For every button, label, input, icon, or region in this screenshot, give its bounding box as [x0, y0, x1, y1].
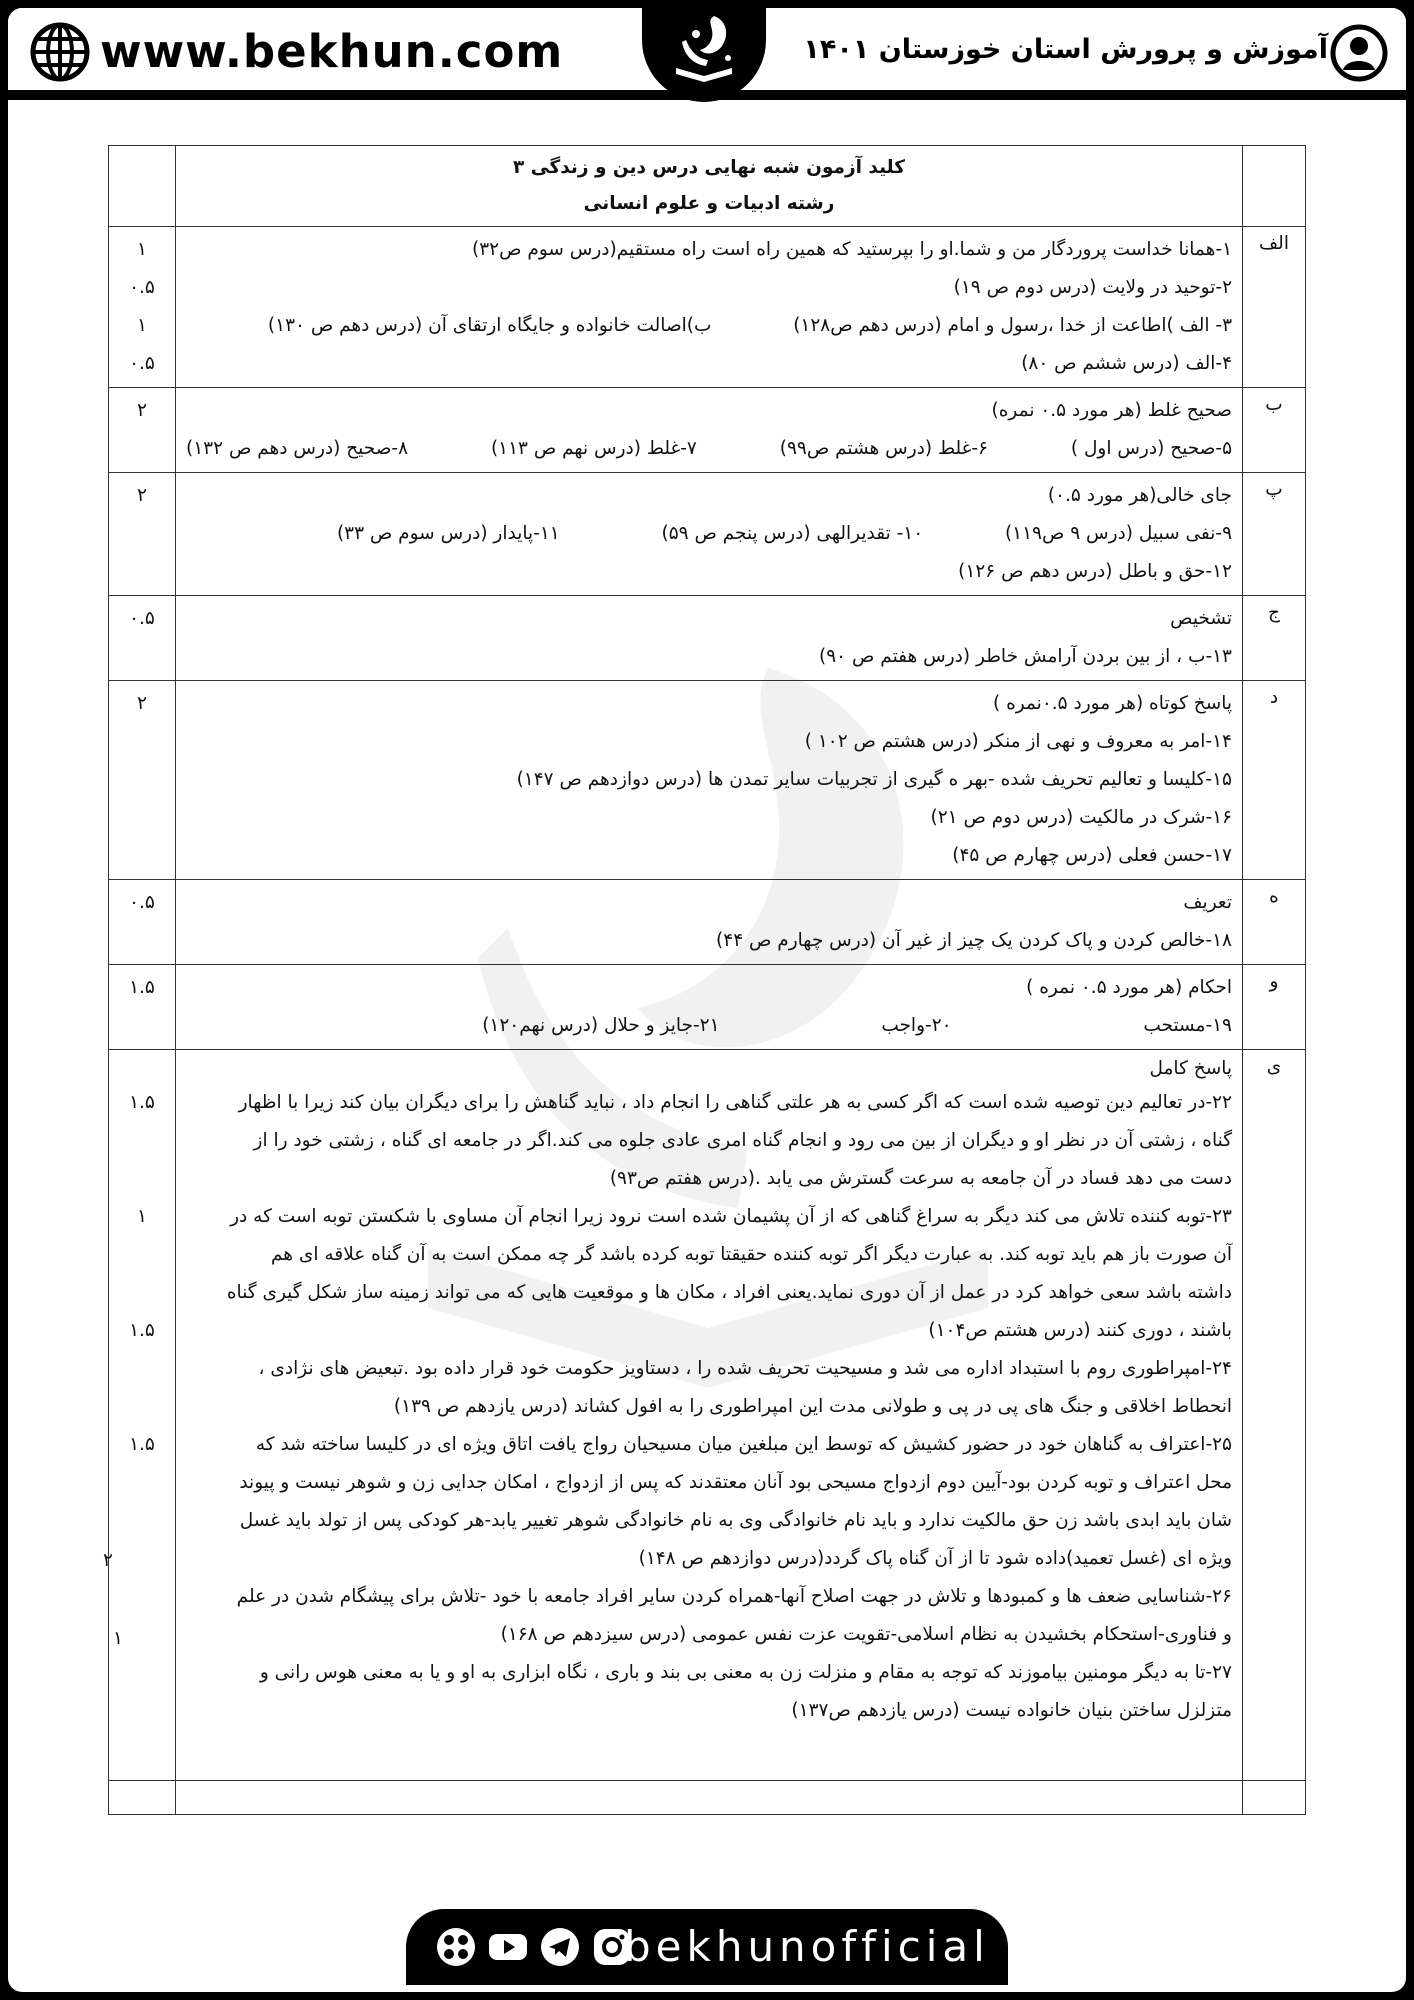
score-26: ۲ — [103, 1550, 113, 1571]
title-cell — [176, 146, 1243, 227]
user-icon — [1330, 24, 1388, 82]
score-che: ۰.۵ — [129, 608, 155, 629]
answer-line: محل اعتراف و توبه کردن بود-آیین دوم ازدواج مسیحی بود آنان معتقدند که پس از ازدواج ، امکان جدایی زن و شوهر نیست و پیوند — [239, 1472, 1232, 1493]
section-letter: الف — [1243, 227, 1306, 388]
score-23: ۱ — [137, 1206, 147, 1227]
empty-cell — [1243, 1781, 1306, 1815]
answer-line: ۲۵-اعتراف به گناهان خود در حضور کشیش که توسط این مبلغین میان مسیحیان رواج یافت اتاق ویژه ای در کلیسا ساخته شد که — [255, 1434, 1232, 1455]
section-letter: د — [1243, 681, 1306, 880]
answer-14: ۱۴-امر به معروف و نهی از منکر (درس هشتم ص ۱۰۲ ) — [804, 731, 1232, 752]
score-pe: ۲ — [137, 485, 147, 506]
answer-3b: ب)اصالت خانواده و جایگاه ارتقای آن (درس دهم ص ۱۳۰) — [267, 315, 712, 336]
answer-4: ۴-الف (درس ششم ص ۸۰) — [1021, 353, 1232, 374]
section-score — [109, 681, 176, 880]
section-score — [109, 227, 176, 388]
answer-line: ۲۶-شناسایی ضعف ها و کمبودها و تلاش در جهت اصلاح آنها-همراه کردن سایر افراد جامعه با خود -تلاش برای پیشگام شدن در علم — [236, 1586, 1232, 1607]
section-letter: پ — [1243, 473, 1306, 596]
answer-8: ۸-صحیح (درس دهم ص ۱۳۲) — [186, 438, 409, 459]
section-score — [109, 880, 176, 965]
youtube-icon[interactable] — [486, 1925, 530, 1969]
score-cell — [109, 146, 176, 227]
answer-20: ۲۰-واجب — [881, 1015, 952, 1036]
answer-line: ویژه ای (غسل تعمید)داده شود تا از آن گناه پاک گردد(درس دوازدهم ص ۱۴۸) — [638, 1548, 1232, 1569]
score-2: ۰.۵ — [129, 277, 155, 298]
answer-3 — [186, 307, 1232, 345]
answer-12: ۱۲-حق و باطل (درس دهم ص ۱۲۶) — [958, 561, 1232, 582]
answer-2: ۲-توحید در ولایت (درس دوم ص ۱۹) — [953, 277, 1232, 298]
score-1: ۱ — [137, 239, 147, 260]
doc-subtitle: رشته ادبیات و علوم انسانی — [583, 193, 835, 214]
answer-line: گناه ، زشتی آن در نظر او و دیگران از بین می رود و انجام گناه امری عادی جلوه می کند.اگر در جامعه ای گناه ، زشتی خود را از — [253, 1130, 1232, 1151]
section-score — [109, 596, 176, 681]
answer-line: باشند ، دوری کنند (درس هشتم ص۱۰۴) — [928, 1320, 1232, 1341]
answer-7: ۷-غلط (درس نهم ص ۱۱۳) — [490, 438, 697, 459]
footer-bar — [406, 1909, 1008, 1985]
section-score — [109, 965, 176, 1050]
answer-line: ۲۲-در تعالیم دین توصیه شده است که اگر کسی به هر علتی گناهی را انجام داد ، نباید گناهش را برای دیگران بیان کند زیرا با اظهار — [238, 1092, 1232, 1113]
score-be: ۲ — [137, 400, 147, 421]
score-he: ۰.۵ — [129, 892, 155, 913]
answer-line: متزلزل ساختن بنیان خانواده نیست (درس یازدهم ص۱۳۷) — [791, 1700, 1232, 1721]
answer-6: ۶-غلط (درس هشتم ص۹۹) — [779, 438, 988, 459]
globe-icon — [30, 22, 90, 82]
section-score — [109, 388, 176, 473]
answer-line: شان باید ابدی باشد زن حق مالکیت ندارد و باید نام خانوادگی وی به نام خانوادگی شوهر تغییر یابد-هر کودکی پس از تولد باید غسل — [239, 1510, 1232, 1531]
answer-line: ۲۳-توبه کننده تلاش می کند دیگر به سراغ گناهی که از آن پشیمان شده است نرود زیرا انجام آن مساوی با شکستن توبه است که در — [230, 1206, 1232, 1227]
section-alef — [176, 227, 1243, 388]
answer-1: ۱-همانا خداست پروردگار من و شما.او را بپرستید که همین راه است راه مستقیم(درس سوم ص۳۲) — [472, 239, 1232, 260]
section-vav — [176, 965, 1243, 1050]
answer-line: آن صورت باز هم باید توبه کند. به عبارت دیگر اگر توبه کننده حقیقتا توبه کرده باشد گر چه ممکن است به آن گناه علاقه ای هم — [270, 1244, 1232, 1265]
logo-icon — [656, 10, 752, 90]
score-27: ۱ — [113, 1628, 123, 1649]
answer-9: ۹-نفی سبیل (درس ۹ ص۱۱۹) — [1004, 523, 1232, 544]
score-3: ۱ — [137, 315, 147, 336]
section-letter: ج — [1243, 596, 1306, 681]
section-heading: جای خالی(هر مورد ۰.۵) — [1047, 485, 1232, 506]
page — [8, 8, 1406, 1992]
answer-10: ۱۰- تقدیرالهی (درس پنجم ص ۵۹) — [661, 523, 924, 544]
section-che — [176, 596, 1243, 681]
section-score — [109, 473, 176, 596]
answers-19-21 — [186, 1007, 1232, 1045]
section-heading: پاسخ کامل — [1149, 1058, 1232, 1079]
answer-21: ۲۱-جایز و حلال (درس نهم۱۲۰) — [482, 1015, 720, 1036]
aparat-icon[interactable] — [434, 1925, 478, 1969]
answer-line: و فناوری-استحکام بخشیدن به نظام اسلامی-تقویت عزت نفس عمومی (درس سیزدهم ص ۱۶۸) — [500, 1624, 1232, 1645]
section-letter: ب — [1243, 388, 1306, 473]
telegram-icon[interactable] — [538, 1925, 582, 1969]
answer-line: انحطاط اخلاقی و جنگ های پی در پی و طولانی مدت این امپراطوری را به افول کشاند (درس یازدهم ص ۱۳۹) — [393, 1396, 1232, 1417]
section-letter: ی — [1243, 1050, 1306, 1781]
letter-cell — [1243, 146, 1306, 227]
section-dal — [176, 681, 1243, 880]
section-ye — [176, 1050, 1243, 1781]
answer-line: دست می دهد فساد در آن جامعه به سرعت گسترش می یابد .(درس هفتم ص۹۳) — [609, 1168, 1232, 1189]
social-icons — [434, 1925, 634, 1969]
answer-line: ۲۷-تا به دیگر مومنین بیاموزند که توجه به مقام و منزلت زن به معنی بی بند و باری ، نگاه ابزاری به او و یا به معنی هوس رانی و — [259, 1662, 1232, 1683]
brand-logo — [634, 8, 776, 100]
answer-5: ۵-صحیح (درس اول ) — [1070, 438, 1232, 459]
section-letter: و — [1243, 965, 1306, 1050]
answer-17: ۱۷-حسن فعلی (درس چهارم ص ۴۵) — [952, 845, 1232, 866]
score-vav: ۱.۵ — [129, 977, 155, 998]
header — [8, 8, 1406, 100]
score-22: ۱.۵ — [129, 1092, 155, 1113]
empty-cell — [109, 1781, 176, 1815]
answer-key-table — [103, 145, 1306, 1815]
section-he — [176, 880, 1243, 965]
answer-15: ۱۵-کلیسا و تعالیم تحریف شده -بهر ه گیری از تجربیات سایر تمدن ها (درس دوازدهم ص ۱۴۷) — [516, 769, 1232, 790]
answers-5-8 — [186, 430, 1232, 468]
score-dal: ۲ — [137, 693, 147, 714]
answer-13: ۱۳-ب ، از بین بردن آرامش خاطر (درس هفتم ص ۹۰) — [819, 646, 1232, 667]
answer-line: ۲۴-امپراطوری روم با استبداد اداره می شد و مسیحیت تحریف شده را ، دستاویز حکومت خود قرار داده بود .تبعیض های نژادی ، — [258, 1358, 1232, 1379]
score-4: ۰.۵ — [129, 353, 155, 374]
section-heading: پاسخ کوتاه (هر مورد ۰.۵نمره ) — [992, 693, 1232, 714]
section-pe — [176, 473, 1243, 596]
answers-9-11 — [186, 515, 1232, 553]
site-url[interactable]: www.bekhun.com — [100, 25, 564, 78]
section-heading: تشخیص — [1170, 608, 1232, 629]
header-title: آموزش و پرورش استان خوزستان ۱۴۰۱ — [803, 34, 1328, 65]
score-25: ۱.۵ — [129, 1434, 155, 1455]
doc-title: کلید آزمون شبه نهایی درس دین و زندگی ۳ — [513, 157, 905, 178]
answer-19: ۱۹-مستحب — [1143, 1015, 1232, 1036]
answer-3a: ۳- الف )اطاعت از خدا ،رسول و امام (درس دهم ص۱۲۸) — [793, 315, 1232, 336]
section-letter: ه — [1243, 880, 1306, 965]
section-heading: احکام (هر مورد ۰.۵ نمره ) — [1026, 977, 1232, 998]
section-score — [103, 1050, 176, 1781]
section-heading: تعریف — [1183, 892, 1232, 913]
score-24: ۱.۵ — [129, 1320, 155, 1341]
footer-handle[interactable]: bekhunofficial — [624, 1922, 990, 1971]
empty-cell — [176, 1781, 1243, 1815]
answer-line: داشته باشد سعی خواهد کرد در عمل از آن دوری نماید.یعنی افراد ، مکان ها و موقعیت هایی که می تواند زمینه ساز شکل گیری گناه — [226, 1282, 1232, 1303]
section-be — [176, 388, 1243, 473]
answer-16: ۱۶-شرک در مالکیت (درس دوم ص ۲۱) — [930, 807, 1232, 828]
answer-11: ۱۱-پایدار (درس سوم ص ۳۳) — [336, 523, 560, 544]
answer-18: ۱۸-خالص کردن و پاک کردن یک چیز از غیر آن (درس چهارم ص ۴۴) — [716, 930, 1232, 951]
section-heading: صحیح غلط (هر مورد ۰.۵ نمره) — [991, 400, 1232, 421]
